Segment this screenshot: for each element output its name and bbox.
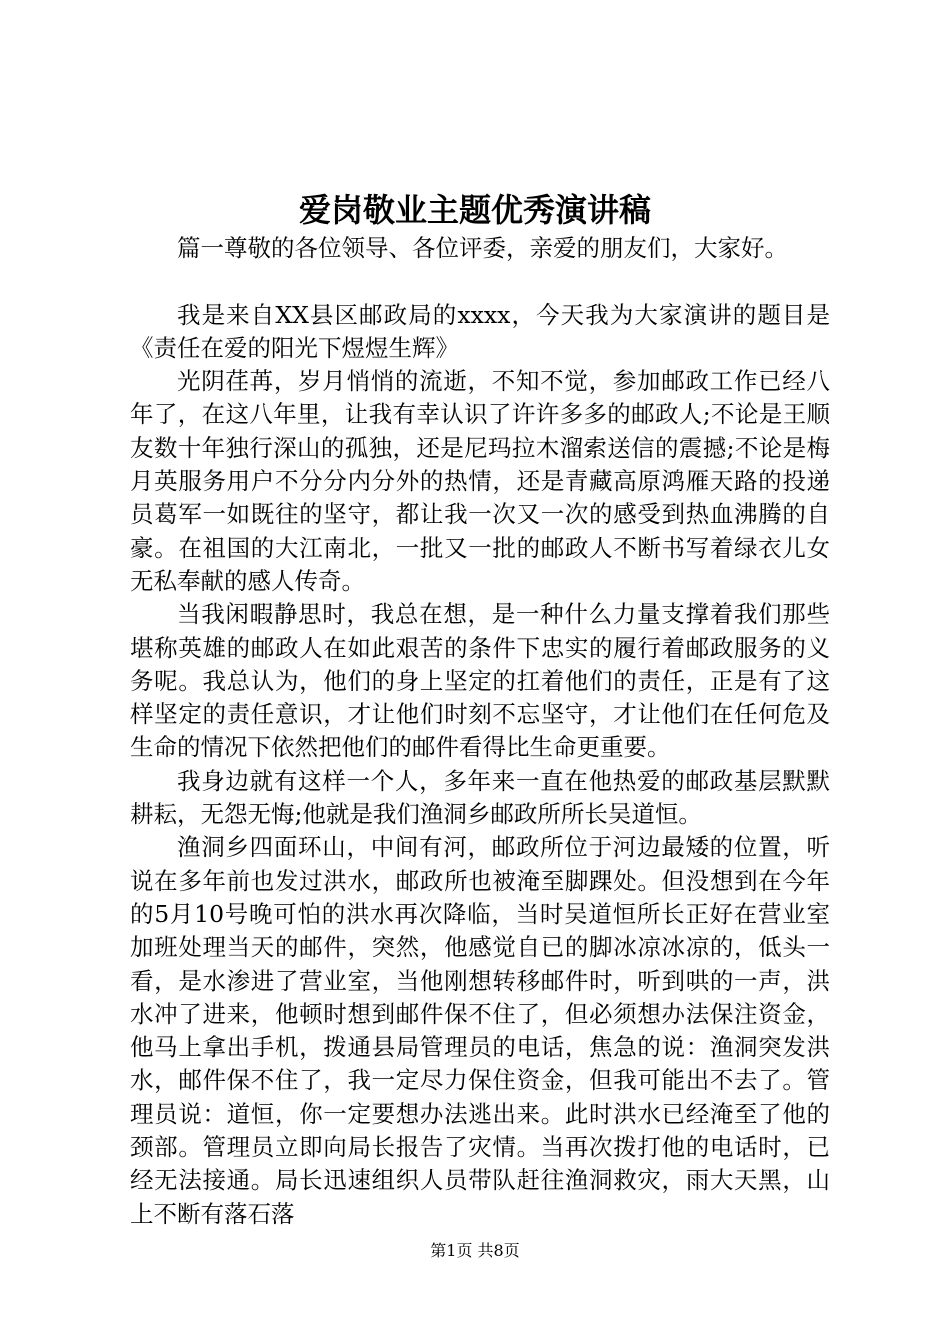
paragraph: 我身边就有这样一个人，多年来一直在他热爱的邮政基层默默耕耘，无怨无悔;他就是我们渔洞乡邮政所所长吴道恒。 [130,766,830,829]
document-title: 爱岗敬业主题优秀演讲稿 [298,191,651,229]
document-body [130,232,830,1231]
paragraph: 光阴荏苒，岁月悄悄的流逝，不知不觉，参加邮政工作已经八年了，在这八年里，让我有幸认识了许许多多的邮政人;不论是王顺友数十年独行深山的孤独，还是尼玛拉木溜索送信的震撼;不论是梅月英服务用户不分分内分外的热情，还是青藏高原鸿雁天路的投递员葛军一如既往的坚守，都让我一次又一次的感受到热血沸腾的自豪。在祖国的大江南北，一批又一批的邮政人不断书写着绿衣儿女无私奉献的感人传奇。 [130,367,830,595]
paragraph: 当我闲暇静思时，我总在想，是一种什么力量支撑着我们那些堪称英雄的邮政人在如此艰苦的条件下忠实的履行着邮政服务的义务呢。我总认为，他们的身上坚定的扛着他们的责任，正是有了这样坚定的责任意识，才让他们时刻不忘坚守，才让他们在任何危及生命的情况下依然把他们的邮件看得比生命更重要。 [130,600,830,762]
paragraph: 篇一尊敬的各位领导、各位评委，亲爱的朋友们，大家好。 [177,234,788,262]
paragraph-spacer [130,265,830,298]
page-footer: 第1页 共8页 [430,1241,520,1260]
paragraph: 我是来自XX县区邮政局的xxxx，今天我为大家演讲的题目是《责任在爱的阳光下煜煜生辉》 [130,300,830,362]
paragraph: 渔洞乡四面环山，中间有河，邮政所位于河边最矮的位置，听说在多年前也发过洪水，邮政所也被淹至脚踝处。但没想到在今年的5月10号晚可怕的洪水再次降临，当时吴道恒所长正好在营业室加班处理当天的邮件，突然，他感觉自已的脚冰凉冰凉的，低头一看，是水渗进了营业室，当他刚想转移邮件时，听到哄的一声，洪水冲了进来，他顿时想到邮件保不住了，但必须想办法保注资金，他马上拿出手机，拨通县局管理员的电话，焦急的说：渔洞突发洪水，邮件保不住了，我一定尽力保住资金，但我可能出不去了。管理员说：道恒，你一定要想办法逃出来。此时洪水已经淹至了他的颈部。管理员立即向局长报告了灾情。当再次拨打他的电话时，已经无法接通。局长迅速组织人员带队赶往渔洞救灾，雨大天黑，山上不断有落石落 [130,833,830,1228]
